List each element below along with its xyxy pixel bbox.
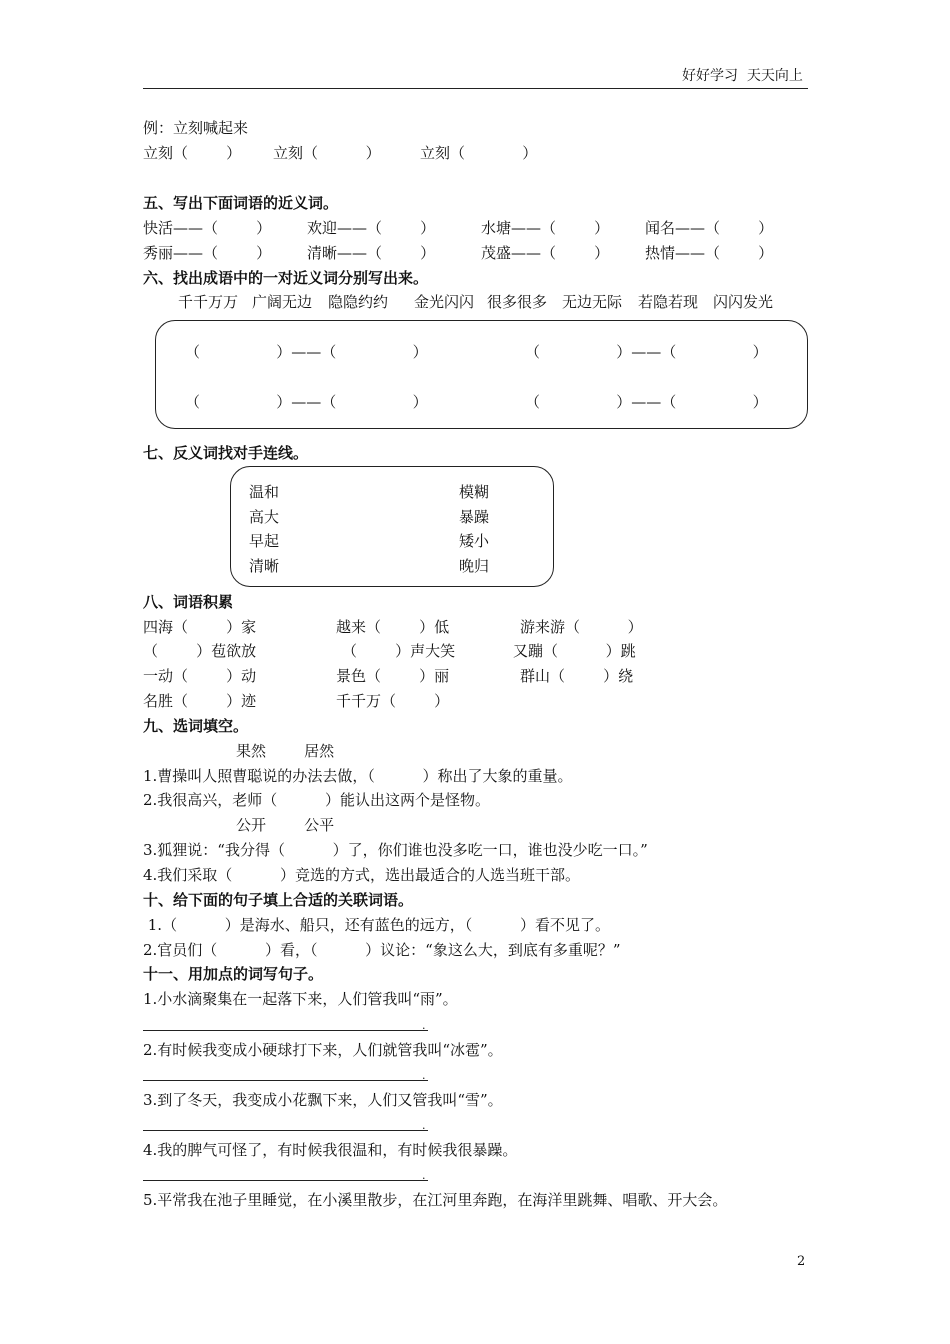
sentence-prompt: 3.到了冬天，我变成小花飘下来，人们又管我叫“雪”。 xyxy=(143,1091,503,1109)
synonym-item: 清晰——（ ） xyxy=(307,244,436,262)
header-divider xyxy=(143,88,808,89)
word-item: （ ）声大笑 xyxy=(342,642,456,660)
word-choices: 果然 居然 xyxy=(236,742,335,760)
question: 2.我很高兴，老师（ ）能认出这两个是怪物。 xyxy=(143,791,490,809)
idiom: 闪闪发光 xyxy=(713,293,774,311)
section-5-title: 五、写出下面词语的近义词。 xyxy=(143,194,339,212)
pair-blank: （ ）——（ ） xyxy=(525,393,768,411)
word-item: （ ）苞欲放 xyxy=(143,642,257,660)
antonym-left: 高大 xyxy=(249,508,280,526)
idiom: 无边无际 xyxy=(562,293,623,311)
word-item: 又蹦（ ）跳 xyxy=(513,642,636,660)
section-6-title: 六、找出成语中的一对近义词分别写出来。 xyxy=(143,269,429,287)
antonym-right: 模糊 xyxy=(459,483,490,501)
word-item: 群山（ ）绕 xyxy=(520,667,634,685)
sentence-prompt: 2.有时候我变成小硬球打下来，人们就管我叫“冰雹”。 xyxy=(143,1041,503,1059)
antonym-left: 清晰 xyxy=(249,557,280,575)
line-end-dot: . xyxy=(422,1019,426,1032)
question: 2.官员们（ ）看，（ ）议论：“象这么大，到底有多重呢？” xyxy=(143,941,621,959)
idiom: 若隐若现 xyxy=(638,293,699,311)
question: 1.曹操叫人照曹聪说的办法去做，（ ）称出了大象的重量。 xyxy=(143,767,573,785)
section-8-title: 八、词语积累 xyxy=(143,593,234,611)
answer-box xyxy=(155,320,808,429)
synonym-item: 热情——（ ） xyxy=(645,244,774,262)
line-end-dot: . xyxy=(422,1169,426,1182)
synonym-item: 秀丽——（ ） xyxy=(143,244,272,262)
word-item: 景色（ ）丽 xyxy=(336,667,450,685)
synonym-item: 茂盛——（ ） xyxy=(481,244,610,262)
word-item: 越来（ ）低 xyxy=(336,618,450,636)
sentence-prompt: 1.小水滴聚集在一起落下来，人们管我叫“雨”。 xyxy=(143,990,458,1008)
word-choices: 公开 公平 xyxy=(236,816,335,834)
header-text: 好好学习 天天向上 xyxy=(682,68,803,84)
synonym-item: 水塘——（ ） xyxy=(481,219,610,237)
line-end-dot: . xyxy=(422,1069,426,1082)
idiom: 千千万万 xyxy=(178,293,239,311)
word-item: 游来游（ ） xyxy=(520,618,643,636)
pair-blank: （ ）——（ ） xyxy=(185,343,428,361)
word-item: 千千万（ ） xyxy=(336,692,450,710)
idiom: 广阔无边 xyxy=(252,293,313,311)
answer-line xyxy=(143,1030,428,1031)
section-10-title: 十、给下面的句子填上合适的关联词语。 xyxy=(143,891,414,909)
idiom: 隐隐约约 xyxy=(328,293,389,311)
pair-blank: （ ）——（ ） xyxy=(185,393,428,411)
line-end-dot: . xyxy=(422,1119,426,1132)
word-item: 四海（ ）家 xyxy=(143,618,257,636)
answer-line xyxy=(143,1180,428,1181)
example-blank-2: 立刻（ ） xyxy=(273,144,381,162)
synonym-item: 闻名——（ ） xyxy=(645,219,774,237)
example-blank-1: 立刻（ ） xyxy=(143,144,242,162)
antonym-right: 矮小 xyxy=(459,532,490,550)
synonym-item: 欢迎——（ ） xyxy=(307,219,436,237)
pair-blank: （ ）——（ ） xyxy=(525,343,768,361)
antonym-right: 暴躁 xyxy=(459,508,490,526)
idiom: 很多很多 xyxy=(487,293,548,311)
example-blank-3: 立刻（ ） xyxy=(420,144,538,162)
sentence-prompt: 5.平常我在池子里睡觉，在小溪里散步，在江河里奔跑，在海洋里跳舞、唱歌、开大会。 xyxy=(143,1191,728,1209)
section-7-title: 七、反义词找对手连线。 xyxy=(143,444,309,462)
section-11-title: 十一、用加点的词写句子。 xyxy=(143,965,324,983)
word-item: 一动（ ）动 xyxy=(143,667,257,685)
question: 3.狐狸说：“我分得（ ）了，你们谁也没多吃一口，谁也没少吃一口。” xyxy=(143,841,648,859)
word-item: 名胜（ ）迹 xyxy=(143,692,257,710)
question: 4.我们采取（ ）竞选的方式，选出最适合的人选当班干部。 xyxy=(143,866,580,884)
synonym-item: 快活——（ ） xyxy=(143,219,272,237)
question: 1.（ ）是海水、船只，还有蓝色的远方，（ ）看不见了。 xyxy=(143,916,610,934)
antonym-left: 早起 xyxy=(249,532,280,550)
section-9-title: 九、选词填空。 xyxy=(143,717,249,735)
answer-line xyxy=(143,1080,428,1081)
antonym-right: 晚归 xyxy=(459,557,490,575)
antonym-left: 温和 xyxy=(249,483,280,501)
example-text: 例：立刻喊起来 xyxy=(143,119,249,137)
sentence-prompt: 4.我的脾气可怪了，有时候我很温和，有时候我很暴躁。 xyxy=(143,1141,518,1159)
page-number: 2 xyxy=(797,1254,806,1269)
idiom: 金光闪闪 xyxy=(414,293,475,311)
answer-line xyxy=(143,1130,428,1131)
